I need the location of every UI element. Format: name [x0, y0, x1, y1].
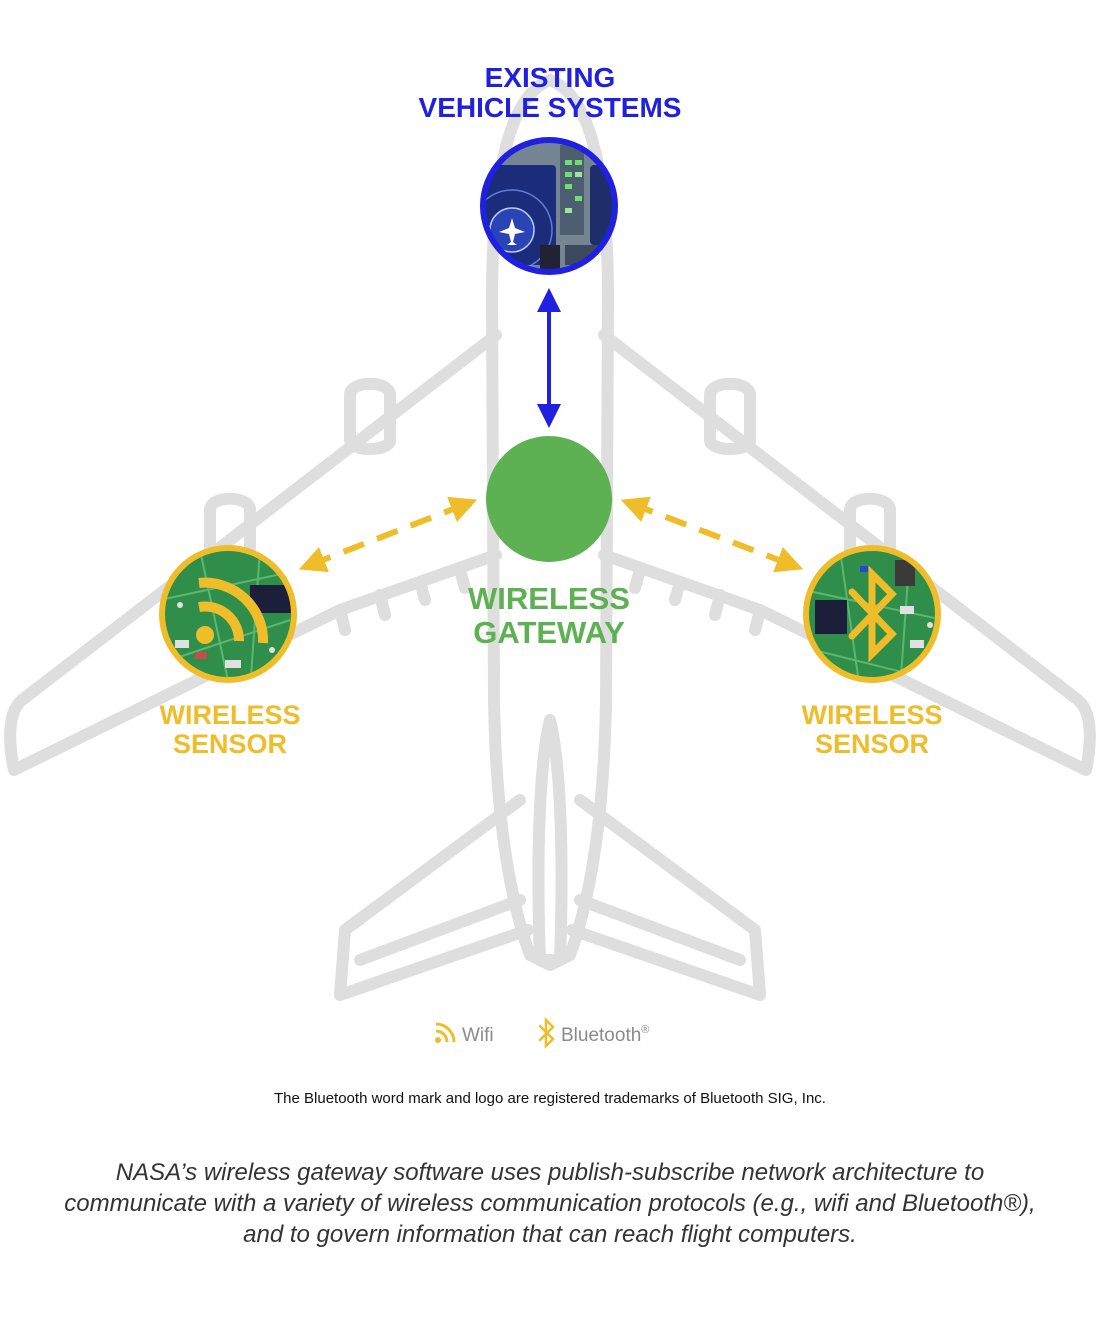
- legend-bluetooth-label: Bluetooth®: [561, 1024, 650, 1046]
- legend-bluetooth-icon: [540, 1020, 553, 1046]
- left-sensor-gateway-arrow: [310, 504, 466, 565]
- left-sensor-label-line2: SENSOR: [172, 729, 288, 759]
- trademark-note: The Bluetooth word mark and logo are registered trademarks of Bluetooth SIG, Inc.: [274, 1090, 826, 1107]
- legend-wifi-icon: [435, 1024, 454, 1043]
- right-sensor-gateway-arrow: [632, 504, 792, 565]
- right-sensor-label-line1: WIRELESS: [801, 700, 943, 730]
- vehicle-systems-title-line2: VEHICLE SYSTEMS: [418, 92, 682, 123]
- left-sensor-label-line1: WIRELESS: [159, 700, 301, 730]
- figure-caption: NASA’s wireless gateway software uses publish-subscribe network architecture to communicate with a variety of wireless communication protocols (e.g., wifi and Bluetooth®), and to govern information that can reach flight computers.: [64, 1159, 1036, 1248]
- right-sensor-label-line2: SENSOR: [814, 729, 930, 759]
- legend: [435, 1020, 649, 1046]
- gateway-node: [486, 436, 612, 562]
- left-sensor-node: [160, 546, 300, 690]
- vehicle-systems-title-line1: EXISTING: [484, 62, 616, 93]
- legend-wifi-label: Wifi: [462, 1025, 494, 1046]
- gateway-label-line2: GATEWAY: [473, 615, 625, 650]
- gateway-label-line1: WIRELESS: [468, 581, 630, 616]
- right-sensor-node: [804, 546, 944, 690]
